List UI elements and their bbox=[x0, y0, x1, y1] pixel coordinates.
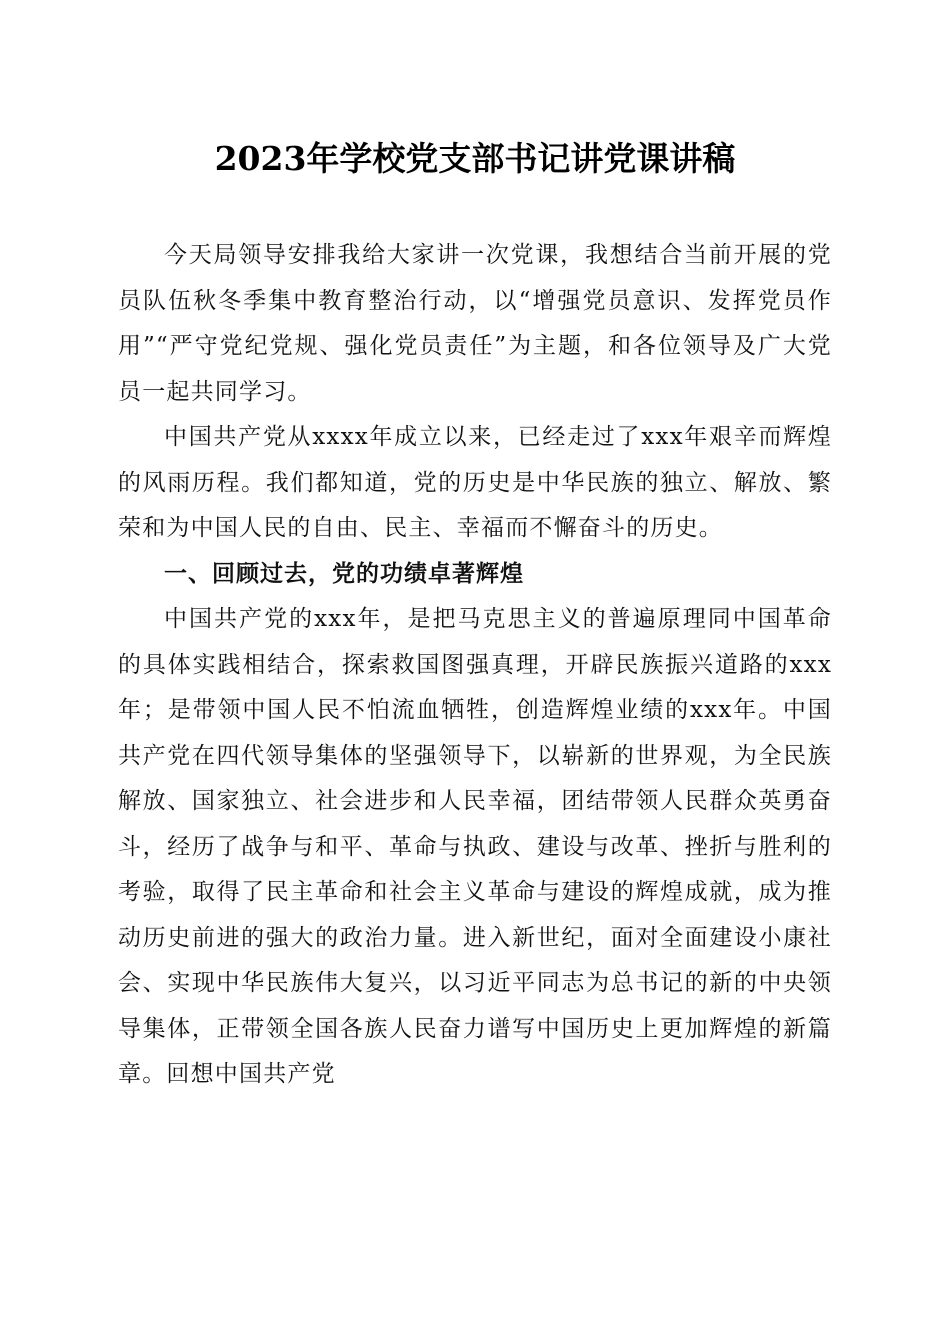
history-paragraph: 中国共产党从xxxx年成立以来，已经走过了xxx年艰辛而辉煌的风雨历程。我们都知道，党的历史是中华民族的独立、解放、繁荣和为中国人民的自由、民主、幸福而不懈奋斗的历史。 bbox=[118, 424, 832, 541]
document-body bbox=[118, 233, 832, 1098]
section-heading: 一、回顾过去，党的功绩卓著辉煌 bbox=[164, 560, 524, 587]
intro-paragraph: 今天局领导安排我给大家讲一次党课，我想结合当前开展的党员队伍秋冬季集中教育整治行动，以“增强党员意识、发挥党员作用”“严守党纪党规、强化党员责任”为主题，和各位领导及广大党员一起共同学习。 bbox=[118, 242, 832, 405]
section-paragraph: 中国共产党的xxx年，是把马克思主义的普遍原理同中国革命的具体实践相结合，探索救国图强真理，开辟民族振兴道路的xxx年；是带领中国人民不怕流血牺牲，创造辉煌业绩的xxx年。中国共产党在四代领导集体的坚强领导下，以崭新的世界观，为全民族解放、国家独立、社会进步和人民幸福，团结带领人民群众英勇奋斗，经历了战争与和平、革命与执政、建设与改革、挫折与胜利的考验，取得了民主革命和社会主义革命与建设的辉煌成就，成为推动历史前进的强大的政治力量。进入新世纪，面对全面建设小康社会、实现中华民族伟大复兴，以习近平同志为总书记的新的中央领导集体，正带领全国各族人民奋力谱写中国历史上更加辉煌的新篇章。回想中国共产党 bbox=[118, 606, 832, 1087]
document-title: 2023年学校党支部书记讲党课讲稿 bbox=[214, 139, 736, 178]
